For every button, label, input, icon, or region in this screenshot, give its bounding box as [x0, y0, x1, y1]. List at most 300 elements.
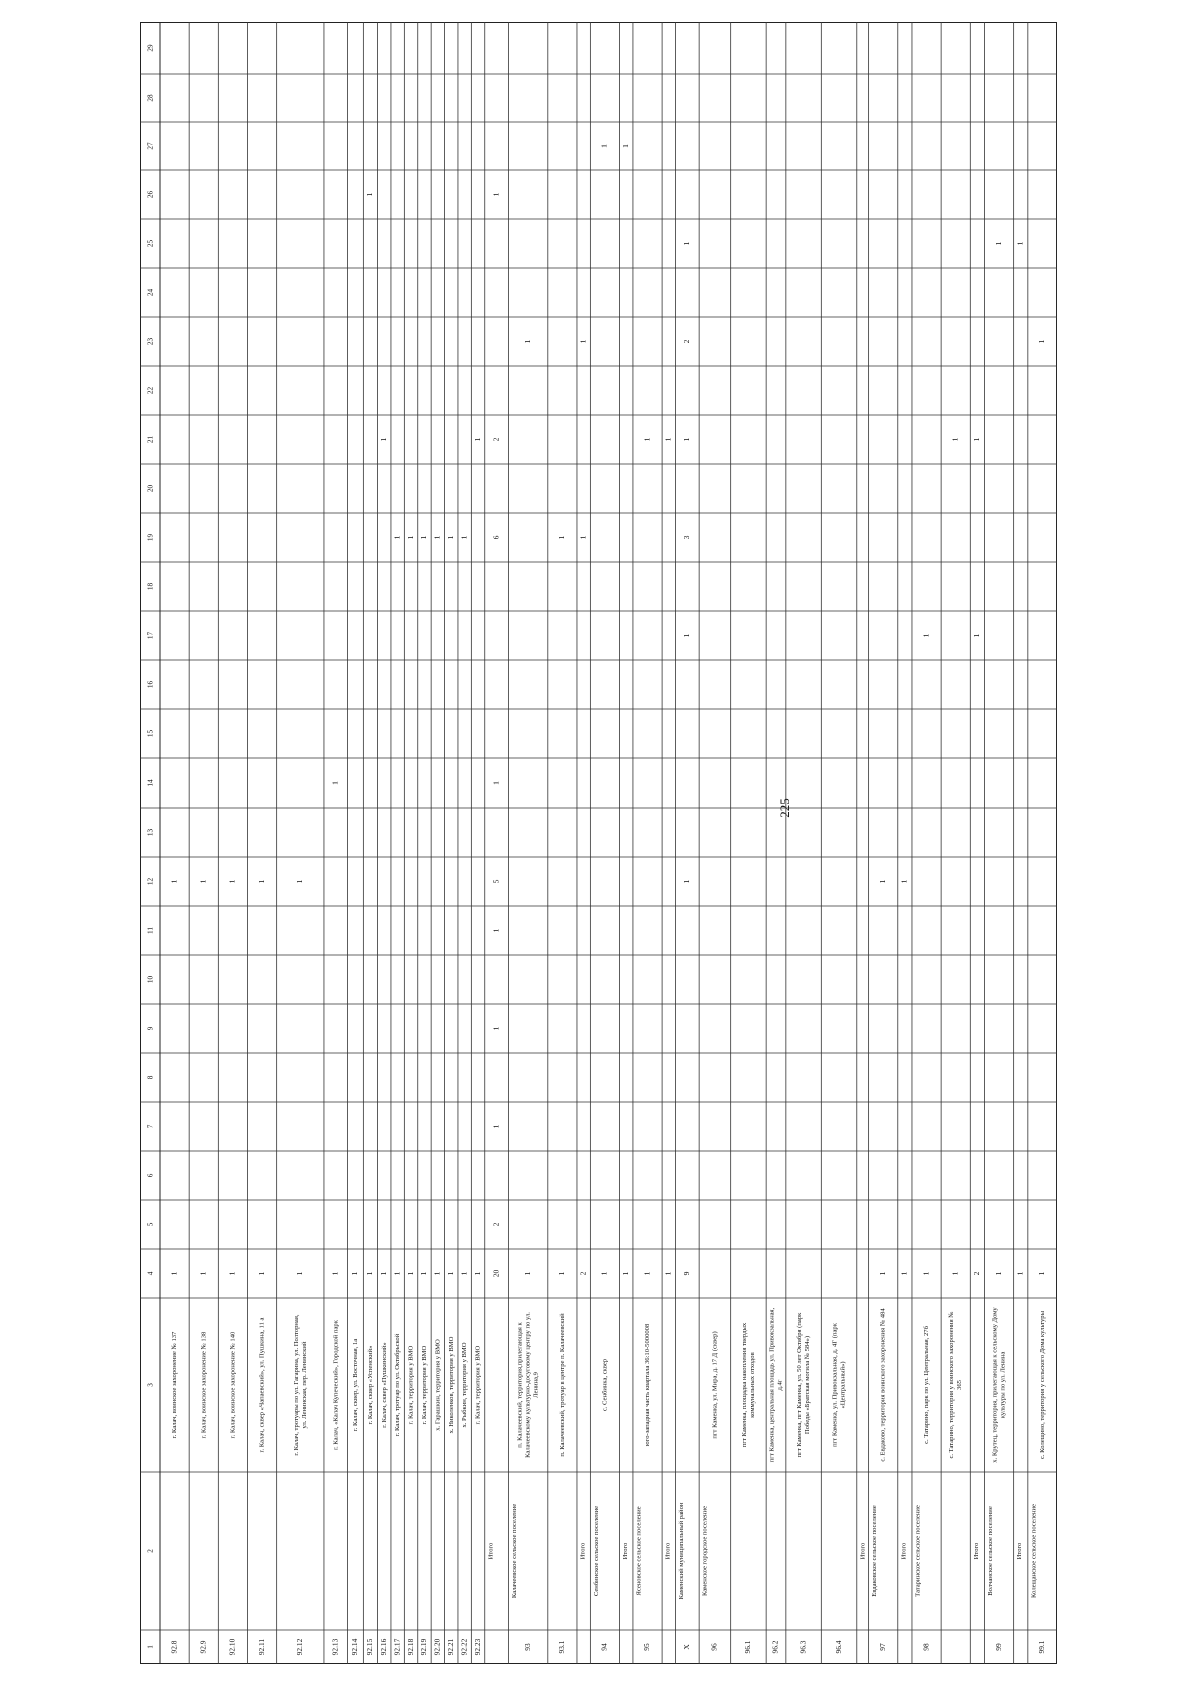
svg-text:6: 6	[491, 535, 501, 540]
row-municipality	[487, 1542, 494, 1559]
svg-text:1: 1	[445, 1271, 455, 1276]
svg-text:1: 1	[392, 535, 402, 540]
svg-text:г. Калач, воинское захоронение: г. Калач, воинское захоронение № 140	[229, 1331, 237, 1439]
svg-text:1: 1	[365, 1271, 375, 1276]
row-location	[992, 1307, 1007, 1463]
row-value-col-23	[523, 339, 532, 343]
svg-text:98: 98	[921, 1643, 931, 1651]
svg-text:1: 1	[899, 1271, 909, 1276]
row-value-col-12	[900, 879, 909, 883]
row-number	[473, 1638, 482, 1655]
svg-text:1: 1	[1015, 1271, 1025, 1276]
row-number	[446, 1638, 455, 1655]
column-header-number: 28	[146, 94, 155, 102]
row-value-col-12	[169, 879, 178, 883]
svg-text:1: 1	[330, 781, 340, 785]
row-value-col-4	[900, 1271, 909, 1275]
svg-text:96: 96	[709, 1643, 719, 1651]
svg-text:1: 1	[642, 1271, 652, 1276]
svg-text:5: 5	[491, 879, 501, 884]
svg-text:г. Калач, тротуар по ул. Октяб: г. Калач, тротуар по ул. Октябрьской	[394, 1333, 402, 1437]
svg-text:92.17: 92.17	[392, 1638, 402, 1656]
svg-text:г. Калач, «Калач Купеческий»,: г. Калач, «Калач Купеческий», Городской парк	[332, 1320, 340, 1450]
svg-text:1: 1	[1037, 339, 1047, 344]
svg-text:1: 1	[432, 1271, 442, 1276]
row-number	[878, 1643, 887, 1651]
svg-text:Итого: Итого	[972, 1542, 980, 1560]
row-value-col-27	[621, 144, 630, 148]
row-location	[769, 1307, 784, 1462]
row-value-col-11	[491, 928, 500, 932]
svg-text:1: 1	[432, 535, 442, 540]
svg-text:92.12: 92.12	[295, 1638, 305, 1656]
row-value-col-4	[406, 1271, 415, 1275]
svg-text:с. Колещино, территория у сель: с. Колещино, территория у сельского Дома культуры	[1038, 1310, 1046, 1460]
row-location	[601, 1358, 608, 1411]
row-value-col-19	[491, 535, 500, 539]
row-number	[523, 1643, 532, 1651]
row-number	[379, 1638, 388, 1655]
svg-text:Ясеновское сельское поселение: Ясеновское сельское поселение	[635, 1506, 643, 1596]
row-value-col-4	[473, 1271, 482, 1275]
svg-text:3: 3	[682, 535, 692, 540]
row-municipality	[665, 1542, 672, 1559]
svg-text:1: 1	[491, 192, 501, 197]
svg-text:1: 1	[578, 339, 588, 344]
svg-text:1: 1	[459, 1271, 469, 1276]
svg-text:1: 1	[972, 437, 982, 442]
row-number	[169, 1640, 178, 1653]
row-number	[834, 1640, 843, 1653]
row-location	[200, 1331, 207, 1438]
svg-text:1: 1	[522, 339, 532, 344]
row-location	[394, 1333, 401, 1436]
row-municipality	[622, 1542, 629, 1559]
row-municipality	[859, 1542, 866, 1559]
row-value-col-4	[419, 1271, 428, 1275]
svg-text:1: 1	[256, 1271, 266, 1276]
row-value-col-4	[295, 1271, 304, 1275]
svg-text:Итого: Итого	[487, 1542, 495, 1560]
svg-text:1: 1	[993, 241, 1003, 246]
row-value-col-4	[972, 1271, 981, 1275]
row-number	[419, 1638, 428, 1655]
svg-text:1: 1	[445, 535, 455, 540]
row-municipality	[914, 1505, 921, 1597]
row-value-col-4	[198, 1271, 207, 1275]
svg-text:1: 1	[491, 1026, 501, 1031]
table-border	[141, 23, 1057, 1664]
row-value-col-4	[682, 1271, 691, 1275]
svg-text:г. Калач, воинское захоронение: г. Калач, воинское захоронение № 137	[171, 1331, 179, 1439]
svg-text:1: 1	[682, 241, 692, 246]
svg-text:культуры по ул. Ленина: культуры по ул. Ленина	[999, 1351, 1007, 1419]
column-header-number: 24	[146, 288, 155, 297]
row-number	[228, 1638, 237, 1655]
svg-text:г. Калач, сквер, ул. Восточная: г. Калач, сквер, ул. Восточная, 1а	[351, 1338, 359, 1432]
svg-text:Итого: Итого	[900, 1542, 908, 1560]
column-header-number: 2	[146, 1549, 155, 1553]
svg-text:97: 97	[877, 1643, 887, 1651]
svg-text:1: 1	[491, 1124, 501, 1129]
row-number	[921, 1643, 930, 1651]
row-value-col-4	[433, 1271, 442, 1275]
row-value-col-4	[1037, 1271, 1046, 1275]
svg-text:92.18: 92.18	[405, 1638, 415, 1656]
row-value-col-4	[878, 1271, 887, 1275]
row-value-col-21	[491, 437, 500, 441]
svg-text:2: 2	[491, 1222, 501, 1227]
row-location	[352, 1339, 359, 1432]
svg-text:1: 1	[198, 1271, 208, 1276]
svg-text:Каменский муниципальный район: Каменский муниципальный район	[678, 1502, 686, 1600]
row-location	[948, 1311, 963, 1458]
svg-text:1: 1	[405, 1271, 415, 1276]
svg-text:1: 1	[330, 1271, 340, 1276]
column-header-number: 22	[146, 386, 155, 395]
svg-text:92.16: 92.16	[378, 1638, 388, 1656]
row-value-col-21	[972, 437, 981, 441]
svg-text:Сенбинское сельское поселение: Сенбинское сельское поселение	[592, 1505, 600, 1597]
svg-text:2: 2	[578, 1271, 588, 1276]
svg-text:с. Татарино, парк по ул. Центр: с. Татарино, парк по ул. Центральная, 27б	[923, 1326, 931, 1444]
svg-text:пгт Каменка, ул. Мира, д. 17 Д: пгт Каменка, ул. Мира, д. 17 Д (сквер)	[711, 1331, 719, 1439]
row-location	[1039, 1310, 1046, 1459]
column-header-number: 6	[146, 1173, 155, 1178]
svg-text:96.2: 96.2	[770, 1640, 780, 1654]
svg-text:юго-западная часть квартала 36: юго-западная часть квартала 36:10-5000008	[644, 1323, 652, 1447]
svg-text:93.1: 93.1	[557, 1640, 567, 1654]
column-header-number: 13	[146, 828, 155, 837]
svg-text:Евдаковское сельское поселение: Евдаковское сельское поселение	[871, 1505, 879, 1597]
row-value-col-17	[972, 633, 981, 637]
row-value-col-4	[379, 1271, 388, 1275]
row-value-col-19	[578, 535, 587, 539]
column-header-number: 12	[146, 877, 155, 886]
svg-text:1: 1	[472, 437, 482, 442]
svg-text:9: 9	[682, 1271, 692, 1276]
column-header-number: 21	[146, 435, 155, 444]
column-header-number: 29	[146, 44, 155, 52]
row-number	[994, 1643, 1003, 1651]
svg-text:Ленина,9: Ленина,9	[532, 1372, 540, 1398]
svg-text:92.21: 92.21	[445, 1638, 455, 1656]
svg-text:92.11: 92.11	[256, 1638, 266, 1656]
svg-text:Итого: Итого	[579, 1542, 587, 1560]
svg-text:Волчанское сельское поселение: Волчанское сельское поселение	[986, 1506, 994, 1596]
svg-text:1: 1	[682, 633, 692, 638]
svg-text:92.13: 92.13	[330, 1638, 340, 1656]
row-value-col-25	[682, 241, 691, 245]
row-location	[711, 1331, 718, 1438]
svg-text:92.8: 92.8	[169, 1640, 179, 1654]
rotated-data-table	[140, 22, 1057, 1664]
svg-text:с. Татарино, территория у воин: с. Татарино, территория у воинского захоронения №	[948, 1311, 956, 1459]
svg-text:г. Калач, территория у ВМО: г. Калач, территория у ВМО	[407, 1345, 415, 1425]
column-header-number: 8	[146, 1075, 155, 1080]
svg-text:1: 1	[993, 1271, 1003, 1276]
svg-text:г. Калач, территория у ВМО: г. Калач, территория у ВМО	[420, 1345, 428, 1425]
row-location	[832, 1322, 847, 1447]
svg-text:х. Крутец, территория, прилега: х. Крутец, территория, прилегающая к сельскому Дому	[991, 1307, 999, 1463]
svg-text:1: 1	[295, 879, 305, 884]
svg-text:д.4г: д.4г	[776, 1379, 784, 1391]
svg-text:2: 2	[972, 1271, 982, 1276]
svg-text:Итого: Итого	[664, 1542, 672, 1560]
svg-text:х. Рыбкин, территория у ВМО: х. Рыбкин, территория у ВМО	[461, 1342, 469, 1428]
row-municipality	[702, 1506, 709, 1596]
row-value-col-21	[682, 437, 691, 441]
svg-text:96.1: 96.1	[743, 1640, 753, 1654]
svg-text:92.15: 92.15	[365, 1638, 375, 1656]
row-location	[448, 1336, 455, 1433]
row-value-col-19	[392, 535, 401, 539]
svg-text:1: 1	[1037, 1271, 1047, 1276]
row-location	[741, 1322, 756, 1447]
svg-text:92.23: 92.23	[472, 1638, 482, 1656]
svg-text:1: 1	[620, 144, 630, 148]
row-value-col-4	[331, 1271, 340, 1275]
column-header-number: 27	[146, 142, 155, 150]
svg-text:1: 1	[682, 879, 692, 884]
svg-text:1: 1	[379, 1271, 388, 1276]
column-header-number: 25	[146, 239, 155, 248]
row-value-col-12	[257, 879, 266, 883]
column-header-number: 20	[146, 484, 155, 493]
row-value-col-4	[350, 1271, 359, 1275]
row-number	[257, 1639, 266, 1656]
svg-text:ул. Ленинская, пер. Ленинский: ул. Ленинская, пер. Ленинский	[300, 1341, 308, 1429]
svg-text:коммунальных отходов: коммунальных отходов	[748, 1352, 756, 1418]
svg-text:1: 1	[491, 781, 501, 785]
svg-text:1: 1	[877, 879, 887, 884]
row-number	[642, 1643, 651, 1651]
svg-text:с. Сенбинка, сквер: с. Сенбинка, сквер	[601, 1358, 609, 1412]
svg-text:Победы «Братская могила № 584»: Победы «Братская могила № 584»)	[804, 1335, 812, 1435]
row-municipality	[1030, 1504, 1037, 1598]
svg-text:1: 1	[169, 879, 179, 884]
row-municipality	[1016, 1542, 1023, 1559]
table-svg	[140, 22, 1057, 1664]
column-header-number: 7	[146, 1124, 155, 1129]
svg-text:1: 1	[405, 535, 415, 540]
row-value-col-4	[1015, 1271, 1024, 1275]
svg-text:94: 94	[599, 1643, 609, 1651]
row-value-col-12	[295, 879, 304, 883]
row-value-col-26	[491, 192, 500, 196]
svg-text:1: 1	[899, 879, 909, 884]
row-value-col-4	[578, 1271, 587, 1275]
column-header-number: 15	[146, 729, 155, 738]
row-value-col-19	[557, 535, 566, 539]
svg-text:99: 99	[993, 1643, 1003, 1651]
svg-text:Каменское городское поселение: Каменское городское поселение	[701, 1505, 709, 1597]
row-location	[880, 1308, 887, 1462]
svg-text:«Центральный»): «Центральный»)	[839, 1361, 847, 1409]
row-municipality	[635, 1506, 642, 1595]
svg-text:Калачеевскому культурно-досуго: Калачеевскому культурно-досуговому центру по ул.	[524, 1312, 532, 1458]
svg-text:г. Калач, тротуары по ул. Гага: г. Калач, тротуары по ул. Гагарина, ул. Полторная,	[292, 1314, 300, 1456]
row-value-col-4	[446, 1271, 455, 1275]
row-number	[743, 1640, 752, 1653]
svg-text:1: 1	[491, 928, 501, 933]
svg-text:1: 1	[877, 1271, 887, 1276]
row-municipality	[987, 1506, 994, 1596]
row-value-col-25	[994, 241, 1003, 245]
svg-text:х. Николенков, территория у ВМ: х. Николенков, территория у ВМО	[447, 1336, 455, 1434]
row-value-col-21	[642, 437, 651, 441]
svg-text:пгт Каменка, пгт Каменка, ул.: пгт Каменка, пгт Каменка, ул. 50 лет Октября (парк	[796, 1312, 804, 1458]
row-location	[517, 1312, 540, 1458]
row-location	[434, 1339, 441, 1431]
row-value-col-4	[523, 1271, 532, 1275]
svg-text:пгт Каменка, площадка накоплен: пгт Каменка, площадка накопления твердых	[740, 1322, 748, 1448]
svg-text:1: 1	[379, 437, 388, 442]
svg-text:пгт Каменка, центральная площа: пгт Каменка, центральная площадь ул. Привокзальная,	[768, 1307, 776, 1463]
svg-text:п. Калачеевский, территория,пр: п. Калачеевский, территория,прилегающая к	[516, 1322, 524, 1448]
row-number	[798, 1640, 807, 1653]
row-value-col-4	[621, 1271, 630, 1275]
row-number	[198, 1640, 207, 1653]
row-value-col-19	[459, 535, 468, 539]
svg-text:Итого: Итого	[1016, 1542, 1024, 1560]
row-location	[381, 1342, 388, 1427]
svg-text:1: 1	[419, 535, 429, 540]
row-municipality	[900, 1542, 907, 1559]
svg-text:1: 1	[1015, 241, 1025, 246]
svg-text:1: 1	[599, 144, 609, 148]
column-header-number: 26	[146, 190, 155, 199]
svg-text:92.10: 92.10	[227, 1638, 237, 1656]
column-header-number: 5	[146, 1222, 155, 1227]
svg-text:с. Евдаково, территория воинск: с. Евдаково, территория воинского захоронения № 484	[879, 1308, 887, 1462]
row-municipality	[678, 1502, 685, 1599]
svg-text:2: 2	[491, 437, 501, 442]
svg-text:2: 2	[682, 339, 692, 344]
row-value-col-4	[257, 1271, 266, 1275]
svg-text:пгт Каменка, ул. Привокзальная: пгт Каменка, ул. Привокзальная, д. 4Г (парк	[831, 1323, 839, 1447]
row-number	[1037, 1640, 1046, 1653]
row-number	[771, 1640, 780, 1653]
row-value-col-25	[1015, 241, 1024, 245]
svg-text:1: 1	[198, 879, 208, 884]
row-location	[796, 1312, 811, 1457]
row-number	[295, 1638, 304, 1655]
row-number	[330, 1638, 339, 1655]
svg-text:96.4: 96.4	[833, 1640, 843, 1654]
svg-text:1: 1	[227, 879, 237, 884]
svg-text:20: 20	[491, 1269, 501, 1278]
svg-text:1: 1	[295, 1271, 305, 1276]
row-number	[406, 1638, 415, 1655]
svg-text:1: 1	[350, 1271, 360, 1276]
svg-text:96.3: 96.3	[798, 1640, 808, 1654]
row-value-col-21	[950, 437, 959, 441]
svg-text:1: 1	[419, 1271, 429, 1276]
row-location	[559, 1313, 566, 1457]
row-location	[259, 1317, 266, 1452]
column-header-number: 23	[146, 337, 155, 346]
svg-text:1: 1	[950, 437, 960, 442]
svg-text:365: 365	[956, 1380, 964, 1390]
row-value-col-17	[921, 633, 930, 637]
svg-text:Итого: Итого	[622, 1542, 630, 1560]
column-header-number: 4	[146, 1271, 155, 1276]
row-municipality	[511, 1504, 518, 1598]
row-location	[644, 1323, 651, 1446]
svg-text:1: 1	[522, 1271, 532, 1276]
row-value-col-4	[228, 1271, 237, 1275]
row-value-col-14	[491, 781, 500, 785]
column-header-number: 10	[146, 975, 155, 984]
svg-text:92.9: 92.9	[198, 1640, 208, 1654]
svg-text:92.19: 92.19	[419, 1638, 429, 1656]
column-header-number: 14	[146, 779, 155, 787]
row-value-col-4	[459, 1271, 468, 1275]
row-value-col-4	[994, 1271, 1003, 1275]
row-value-col-19	[446, 535, 455, 539]
row-value-col-12	[491, 879, 500, 883]
row-number	[557, 1640, 566, 1653]
row-number	[682, 1644, 691, 1650]
svg-text:Калачеевское сельское поселени: Калачеевское сельское поселение	[510, 1503, 518, 1599]
svg-text:х. Гарашкин, территория у ВМО: х. Гарашкин, территория у ВМО	[434, 1339, 442, 1431]
row-number	[350, 1638, 359, 1655]
svg-text:1: 1	[578, 535, 588, 540]
row-value-col-12	[198, 879, 207, 883]
row-value-col-9	[491, 1026, 500, 1030]
row-value-col-4	[491, 1270, 500, 1278]
svg-text:Колещанское сельское поселение: Колещанское сельское поселение	[1030, 1504, 1038, 1598]
row-number	[710, 1643, 719, 1651]
svg-text:г. Калач, воинское захоронение: г. Калач, воинское захоронение № 138	[200, 1331, 208, 1439]
row-value-col-4	[169, 1271, 178, 1275]
row-location	[293, 1314, 308, 1455]
svg-text:1: 1	[227, 1271, 237, 1276]
column-header-number: 11	[146, 927, 155, 934]
svg-text:92.20: 92.20	[432, 1638, 442, 1656]
row-value-col-23	[578, 339, 587, 343]
row-value-col-4	[365, 1271, 374, 1275]
row-value-col-4	[664, 1271, 673, 1275]
svg-text:1: 1	[169, 1271, 179, 1276]
svg-text:г. Калач, территория у ВМО: г. Калач, территория у ВМО	[474, 1345, 482, 1425]
row-value-col-23	[1037, 339, 1046, 343]
svg-text:1: 1	[642, 437, 652, 442]
row-value-col-12	[878, 879, 887, 883]
row-location	[229, 1331, 236, 1438]
row-value-col-4	[600, 1271, 609, 1275]
svg-text:г. Калач, сквер «Чапаевский»,: г. Калач, сквер «Чапаевский», ул. Пушкина, 11 а	[258, 1317, 266, 1453]
row-value-col-19	[682, 535, 691, 539]
svg-text:Итого: Итого	[859, 1542, 867, 1560]
column-header-number: 3	[146, 1383, 155, 1387]
row-location	[475, 1345, 482, 1424]
column-header-number: 18	[146, 582, 155, 591]
svg-text:Татаринское сельское поселение: Татаринское сельское поселение	[914, 1505, 922, 1597]
row-location	[171, 1331, 178, 1438]
row-value-col-26	[365, 192, 374, 196]
row-number	[365, 1638, 374, 1655]
row-municipality	[973, 1542, 980, 1559]
svg-text:1: 1	[663, 437, 673, 442]
row-number	[392, 1638, 401, 1655]
svg-text:1: 1	[557, 535, 567, 540]
row-value-col-12	[228, 879, 237, 883]
row-value-col-17	[682, 633, 691, 637]
row-number	[433, 1638, 442, 1655]
row-value-col-12	[682, 879, 691, 883]
